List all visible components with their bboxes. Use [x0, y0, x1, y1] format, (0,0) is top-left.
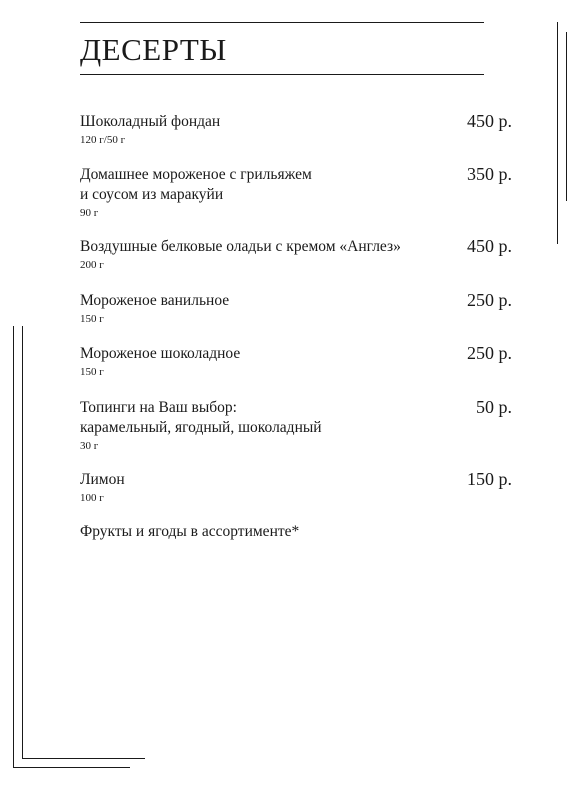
- menu-item-homemade-icecream: [80, 165, 512, 221]
- left-rule-inner: [22, 326, 23, 758]
- item-weight: 150 г: [80, 313, 104, 325]
- right-rule-outer: [557, 22, 558, 244]
- left-rule-outer: [13, 326, 14, 767]
- item-weight: 200 г: [80, 259, 104, 271]
- item-name: Мороженое шоколадное: [80, 345, 241, 362]
- bottom-rule-inner: [22, 758, 145, 759]
- item-price: 450 р.: [467, 111, 512, 131]
- item-price: 150 р.: [467, 469, 512, 489]
- page-title: ДЕСЕРТЫ: [80, 32, 227, 67]
- item-name: Воздушные белковые оладьи с кремом «Англез»: [80, 238, 401, 255]
- item-weight: 120 г/50 г: [80, 134, 126, 146]
- footnote: Фрукты и ягоды в ассортименте*: [80, 523, 300, 540]
- item-name-line2: и соусом из маракуйи: [80, 186, 224, 203]
- bottom-rule-outer: [13, 767, 130, 768]
- menu-item-toppings: [80, 398, 512, 454]
- menu-item-fondant: [80, 112, 512, 148]
- item-price: 450 р.: [467, 236, 512, 256]
- menu-item-lemon: [80, 470, 512, 506]
- item-weight: 150 г: [80, 366, 104, 378]
- menu-item-chocolate-icecream: [80, 344, 512, 380]
- item-price: 50 р.: [476, 397, 512, 417]
- item-name: Топинги на Ваш выбор:: [80, 399, 237, 416]
- item-weight: 100 г: [80, 492, 104, 504]
- menu-item-pancakes: [80, 237, 512, 273]
- item-name: Домашнее мороженое с грильяжем: [80, 166, 312, 183]
- title-underline: [80, 74, 484, 75]
- top-rule: [80, 22, 484, 23]
- item-name-line2: карамельный, ягодный, шоколадный: [80, 419, 322, 436]
- right-rule-inner: [566, 32, 567, 201]
- item-name: Мороженое ванильное: [80, 292, 230, 309]
- item-name: Шоколадный фондан: [80, 113, 221, 130]
- item-name: Лимон: [80, 471, 125, 488]
- item-weight: 30 г: [80, 440, 99, 452]
- item-price: 350 р.: [467, 164, 512, 184]
- item-price: 250 р.: [467, 343, 512, 363]
- item-weight: 90 г: [80, 207, 99, 219]
- menu-item-vanilla-icecream: [80, 291, 512, 327]
- item-price: 250 р.: [467, 290, 512, 310]
